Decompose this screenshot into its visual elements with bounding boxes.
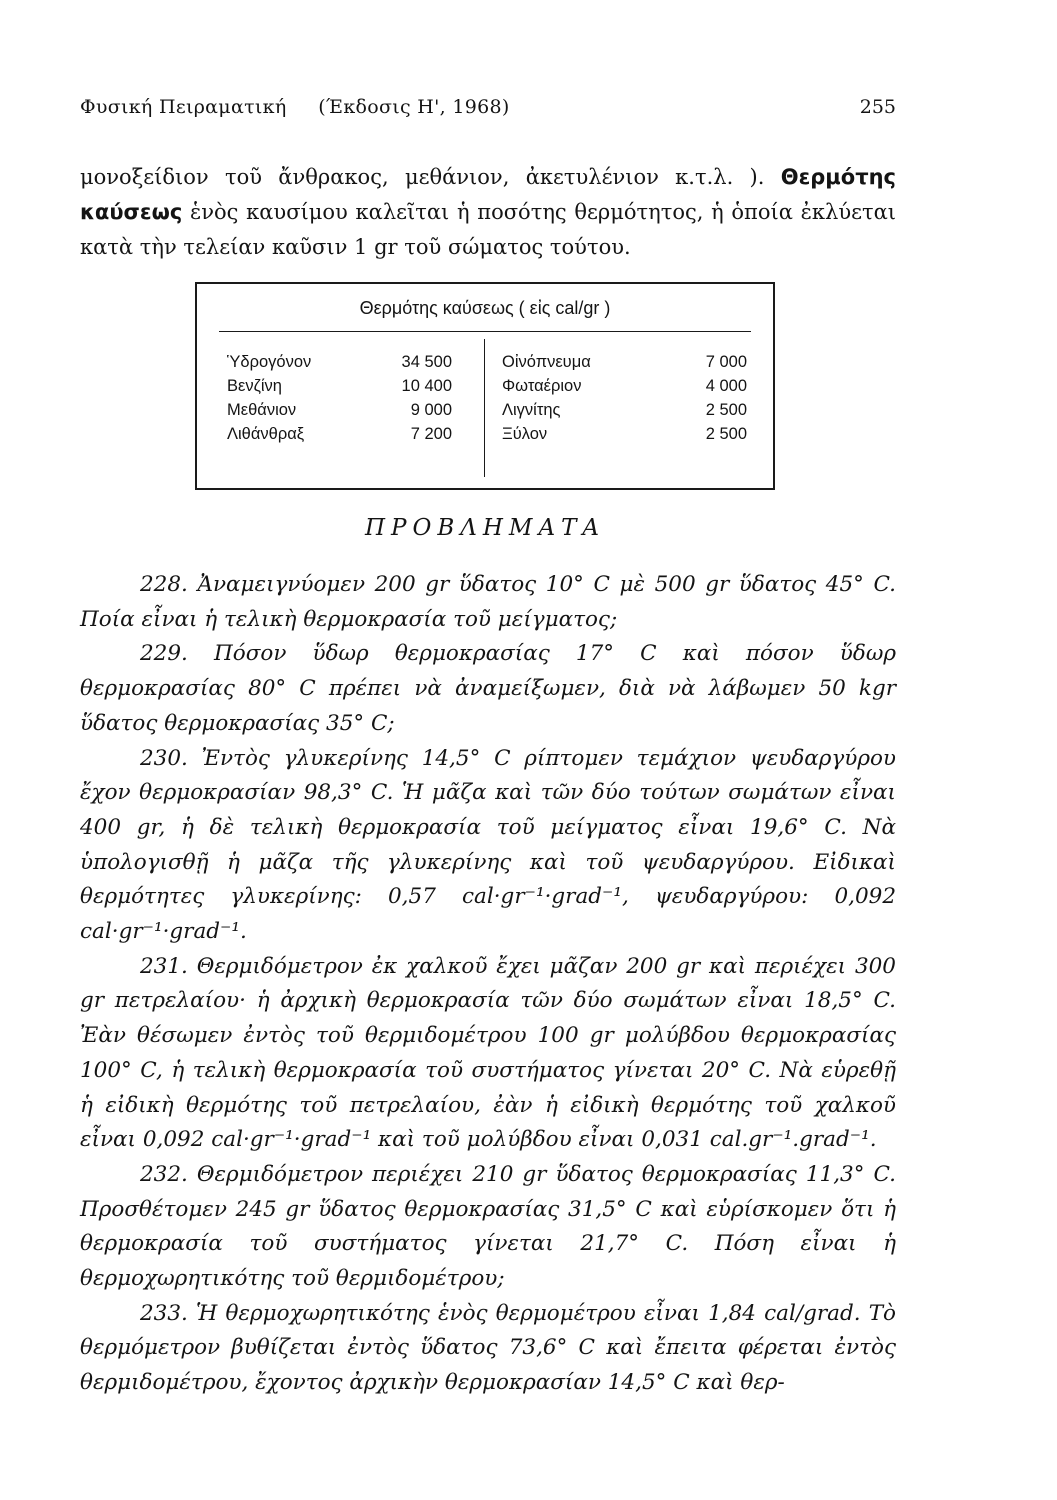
heat-of-combustion-table (195, 282, 775, 490)
running-header-title: Φυσική Πειραματική (Έκδοσις Η', 1968) (80, 96, 510, 118)
table-cell: Φωταέριον (502, 377, 582, 395)
running-header (80, 96, 896, 126)
table-cell: 4 000 (705, 377, 747, 395)
problem-228: 228. Ἀναμειγνύομεν 200 gr ὕδατος 10° C μὲ 500 gr ὕδατος 45° C. Ποία εἶναι ἡ τελικὴ θερμοκρασία τοῦ μείγματος; (80, 572, 896, 632)
table-cell: 7 000 (705, 353, 747, 371)
problem-233: 233. Ἡ θερμοχωρητικότης ἑνὸς θερμομέτρου εἶναι 1,84 cal/grad. Τὸ θερμόμετρον βυθίζεται ἐντὸς ὕδατος 73,6° C καὶ ἔπειτα φέρεται ἐντὸς θερμιδομέτρου, ἔχοντος ἀρχικὴν θερμοκρασίαν 14,5° C καὶ θερ- (80, 1300, 896, 1396)
section-title-problems: ΠΡΟΒΛΗΜΑΤΑ (364, 515, 606, 541)
problem-230: 230. Ἐντὸς γλυκερίνης 14,5° C ρίπτομεν τεμάχιον ψευδαργύρου ἔχον θερμοκρασίαν 98,3° C. Ἡ μᾶζα καὶ τῶν δύο τούτων σωμάτων εἶναι 400 gr, ἡ δὲ τελικὴ θερμοκρασία τοῦ μείγματος εἶναι 19,6° C. Νὰ ὑπολογισθῇ ἡ μᾶζα τῆς γλυκερίνης καὶ τοῦ ψευδαργύρου. Εἰδικαὶ θερμότητες γλυκερίνης: 0,57 cal·gr⁻¹·grad⁻¹, ψευδαργύρου: 0,092 cal·gr⁻¹·grad⁻¹. (80, 745, 896, 945)
table-header-rule (219, 331, 751, 332)
table-cell: Λιγνίτης (502, 401, 561, 419)
table-cell: 9 000 (410, 401, 452, 419)
table-cell: 2 500 (705, 425, 747, 443)
problem-232: 232. Θερμιδόμετρον περιέχει 210 gr ὕδατος θερμοκρασίας 11,3° C. Προσθέτομεν 245 gr ὕδατος θερμοκρασίας 31,5° C καὶ εὑρίσκομεν ὅτι ἡ θερμοκρασία τοῦ συστήματος γίνεται 21,7° C. Πόση εἶναι ἡ θερμοχωρητικότης τοῦ θερμιδομέτρου; (80, 1161, 896, 1292)
table-right-names (502, 350, 652, 446)
table-column-divider (484, 339, 485, 477)
table-cell: 10 400 (401, 377, 452, 395)
intro-text-end: ἑνὸς καυσίμου καλεῖται ἡ ποσότης θερμότητος, ἡ ὁποία ἐκλύεται κατὰ τὴν τελείαν καῦσιν 1 gr τοῦ σώματος τούτου. (80, 200, 896, 259)
problems-list (80, 568, 896, 1401)
table-cell: 2 500 (705, 401, 747, 419)
bold-term-heat-of-combustion: Θερμότης καύσεως (80, 165, 896, 224)
table-right-values (649, 350, 747, 446)
table-cell: Βενζίνη (227, 377, 282, 395)
table-cell: Μεθάνιον (227, 401, 297, 419)
table-cell: Οἰνόπνευμα (502, 353, 591, 371)
table-title: Θερμότης καύσεως ( εἰς cal/gr ) (359, 298, 611, 318)
table-cell: Λιθάνθραξ (227, 425, 305, 443)
page-number: 255 (859, 96, 896, 118)
intro-paragraph (80, 160, 896, 265)
problem-231: 231. Θερμιδόμετρον ἐκ χαλκοῦ ἔχει μᾶζαν 200 gr καὶ περιέχει 300 gr πετρελαίου· ἡ ἀρχικὴ θερμοκρασία τῶν δύο σωμάτων εἶναι 18,5° C. Ἐὰν θέσωμεν ἐντὸς τοῦ θερμιδομέτρου 100 gr μολύβδου θερμοκρασίας 100° C, ἡ τελικὴ θερμοκρασία τοῦ συστήματος γίνεται 20° C. Νὰ εὑρεθῇ ἡ εἰδικὴ θερμότης τοῦ πετρελαίου, ἐὰν ἡ εἰδικὴ θερμότης τοῦ χαλκοῦ εἶναι 0,092 cal·gr⁻¹·grad⁻¹ καὶ τοῦ μολύβδου εἶναι 0,031 cal.gr⁻¹.grad⁻¹. (80, 953, 896, 1153)
problem-229: 229. Πόσον ὕδωρ θερμοκρασίας 17° C καὶ πόσον ὕδωρ θερμοκρασίας 80° C πρέπει νὰ ἀναμείξωμεν, διὰ νὰ λάβωμεν 50 kgr ὕδατος θερμοκρασίας 35° C; (80, 641, 896, 736)
table-left-names (227, 350, 377, 446)
table-cell: Ξύλον (502, 425, 548, 443)
table-cell: Ὑδρογόνον (227, 353, 312, 371)
table-left-values (357, 350, 452, 446)
table-cell: 7 200 (410, 425, 452, 443)
intro-text-start: μονοξείδιον τοῦ ἄνθρακος, μεθάνιον, ἀκετυλένιον κ.τ.λ. ). (80, 165, 781, 189)
table-cell: 34 500 (401, 353, 452, 371)
